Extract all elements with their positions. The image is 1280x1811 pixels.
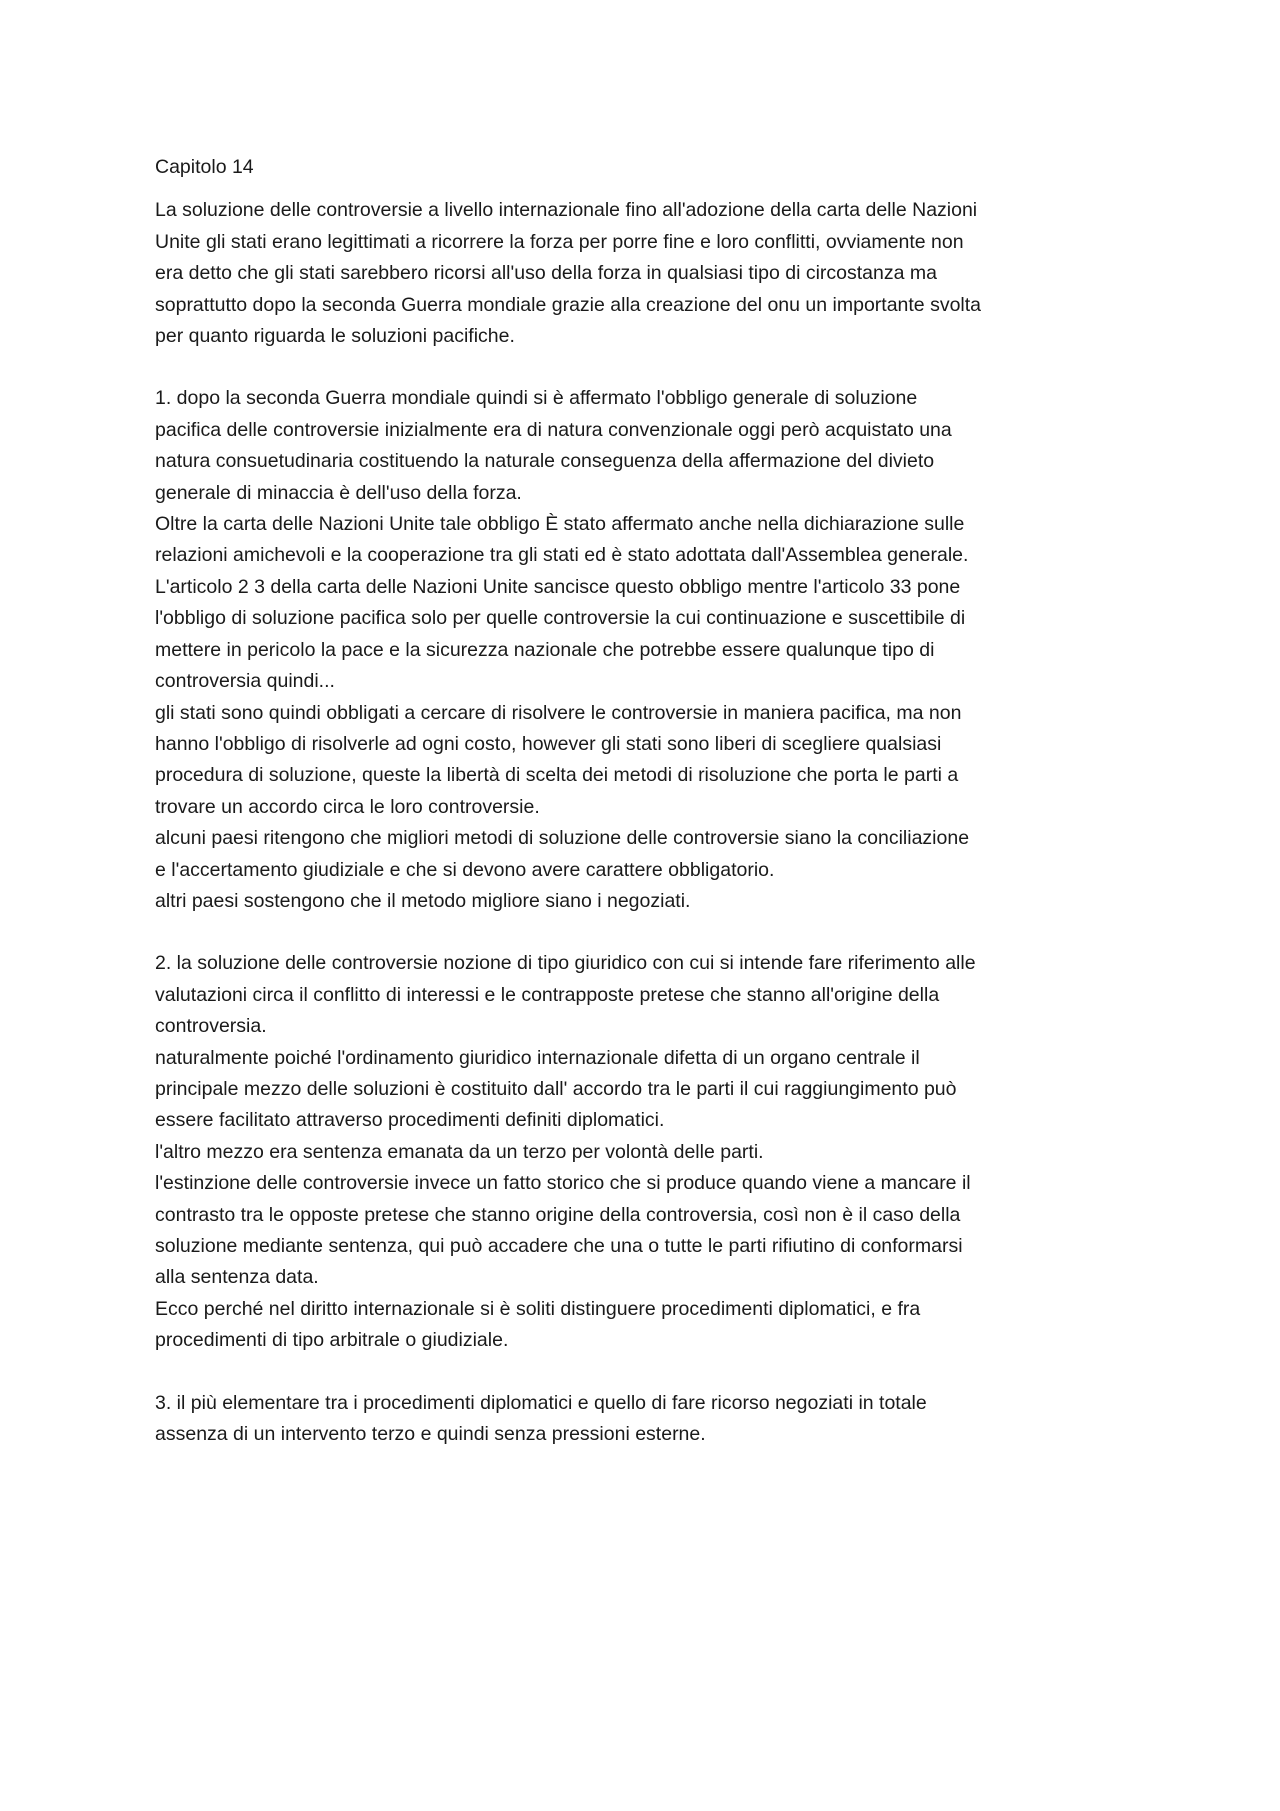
text-line: soluzione mediante sentenza, qui può accadere che una o tutte le parti rifiutino di conformarsi: [155, 1235, 963, 1257]
paragraph-intro: [155, 195, 1095, 352]
text-line: trovare un accordo circa le loro controversie.: [155, 795, 540, 818]
text-line: contrasto tra le opposte pretese che stanno origine della controversia, così non è il caso della: [155, 1203, 961, 1226]
text-line: mettere in pericolo la pace e la sicurezza nazionale che potrebbe essere qualunque tipo di: [155, 638, 935, 661]
text-line: gli stati sono quindi obbligati a cercare di risolvere le controversie in maniera pacifica, ma non: [155, 701, 962, 724]
text-line: hanno l'obbligo di risolverle ad ogni costo, however gli stati sono liberi di scegliere qualsiasi: [155, 732, 942, 755]
text-line: procedimenti di tipo arbitrale o giudiziale.: [155, 1329, 509, 1352]
text-line: e l'accertamento giudiziale e che si devono avere carattere obbligatorio.: [155, 858, 775, 881]
text-line: procedura di soluzione, queste la libertà di scelta dei metodi di risoluzione che porta le parti a: [155, 764, 959, 787]
text-line: L'articolo 2 3 della carta delle Nazioni Unite sancisce questo obbligo mentre l'articolo 33 pone: [155, 575, 961, 598]
text-line: principale mezzo delle soluzioni è costituito dall' accordo tra le parti il cui raggiungimento può: [155, 1077, 957, 1100]
text-line: La soluzione delle controversie a livello internazionale fino all'adozione della carta delle Nazioni: [155, 199, 978, 222]
text-line: alcuni paesi ritengono che migliori metodi di soluzione delle controversie siano la conciliazione: [155, 827, 970, 850]
text-line: era detto che gli stati sarebbero ricorsi all'uso della forza in qualsiasi tipo di circostanza ma: [155, 262, 937, 285]
text-line: natura consuetudinaria costituendo la naturale conseguenza della affermazione del divieto: [155, 450, 935, 473]
text-line: altri paesi sostengono che il metodo migliore siano i negoziati.: [155, 889, 691, 912]
paragraph-section-3: [155, 1388, 1095, 1451]
text-line: 1. dopo la seconda Guerra mondiale quindi si è affermato l'obbligo generale di soluzione: [155, 387, 918, 410]
paragraph-section-1: [155, 383, 1095, 917]
text-line: generale di minaccia è dell'uso della forza.: [155, 481, 522, 504]
text-line: l'obbligo di soluzione pacifica solo per quelle controversie la cui continuazione e suscettibile di: [155, 607, 966, 630]
text-line: soprattutto dopo la seconda Guerra mondiale grazie alla creazione del onu un importante svolta: [155, 293, 982, 316]
text-line: 3. il più elementare tra i procedimenti diplomatici e quello di fare ricorso negoziati in totale: [155, 1391, 927, 1414]
text-line: relazioni amichevoli e la cooperazione tra gli stati ed è stato adottata dall'Assemblea generale.: [155, 544, 969, 567]
text-line: l'altro mezzo era sentenza emanata da un terzo per volontà delle parti.: [155, 1140, 764, 1163]
text-line: assenza di un intervento terzo e quindi senza pressioni esterne.: [155, 1423, 706, 1446]
text-line: controversia quindi...: [155, 670, 335, 693]
text-line: Oltre la carta delle Nazioni Unite tale obbligo È stato affermato anche nella dichiarazione sulle: [155, 513, 965, 536]
text-line: Ecco perché nel diritto internazionale si è soliti distinguere procedimenti diplomatici, e fra: [155, 1297, 921, 1320]
text-line: Unite gli stati erano legittimati a ricorrere la forza per porre fine e loro conflitti, ovviamente non: [155, 230, 964, 253]
paragraph-spacer: [155, 917, 1095, 948]
paragraph-spacer: [155, 352, 1095, 383]
document-body: [155, 152, 1095, 1450]
text-line: per quanto riguarda le soluzioni pacifiche.: [155, 325, 515, 348]
text-line: alla sentenza data.: [155, 1266, 319, 1289]
text-line: valutazioni circa il conflitto di interessi e le contrapposte pretese che stanno all'origine della: [155, 983, 940, 1006]
chapter-title: Capitolo 14: [155, 156, 254, 178]
text-line: naturalmente poiché l'ordinamento giuridico internazionale difetta di un organo centrale il: [155, 1046, 920, 1069]
text-line: l'estinzione delle controversie invece un fatto storico che si produce quando viene a mancare il: [155, 1172, 971, 1195]
text-line: 2. la soluzione delle controversie nozione di tipo giuridico con cui si intende fare riferimento alle: [155, 952, 976, 975]
text-line: pacifica delle controversie inizialmente era di natura convenzionale oggi però acquistato una: [155, 418, 952, 441]
text-line: controversia.: [155, 1015, 267, 1038]
paragraph-section-2: [155, 948, 1095, 1356]
paragraph-spacer: [155, 1357, 1095, 1388]
text-line: essere facilitato attraverso procedimenti definiti diplomatici.: [155, 1109, 665, 1132]
